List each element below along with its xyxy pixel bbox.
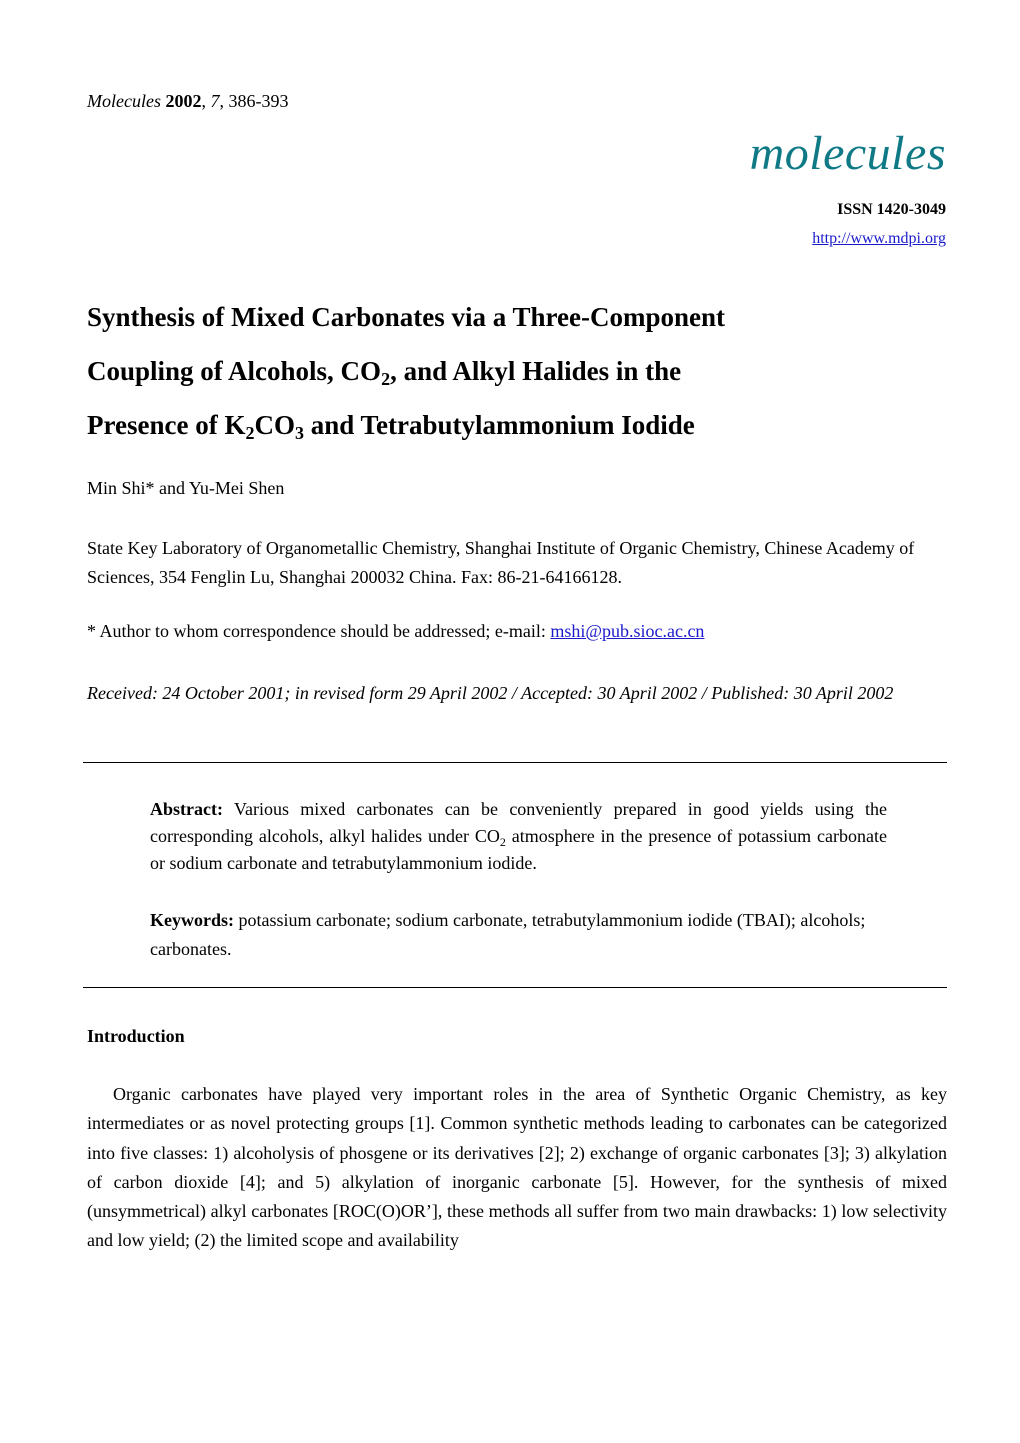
journal-volume: 7 xyxy=(210,91,220,111)
keywords-text: potassium carbonate; sodium carbonate, tetrabutylammonium iodide (TBAI); alcohols; carbonates. xyxy=(150,910,866,959)
divider-top xyxy=(83,762,947,763)
journal-year: 2002 xyxy=(165,91,202,111)
journal-name: Molecules xyxy=(87,91,161,111)
title-line-3: Presence of $K_2CO_3$ and Tetrabutylammonium Iodide xyxy=(87,410,695,443)
correspondence xyxy=(87,621,704,642)
abstract: Abstract: Various mixed carbonates can be conveniently prepared in good yields using the corresponding alcohols, alkyl halides under $CO_2$ atmosphere in the presence of potassium carbonate or sodium carbonate and tetrabutylammonium iodide. xyxy=(150,799,887,873)
journal-masthead: molecules xyxy=(749,127,946,180)
title-line-1: Synthesis of Mixed Carbonates via a Three-Component xyxy=(87,302,726,332)
section-heading-introduction: Introduction xyxy=(87,1026,185,1046)
correspondence-text: * Author to whom correspondence should be addressed; e-mail: xyxy=(87,621,551,641)
journal-pages: , 386-393 xyxy=(219,91,289,111)
keywords xyxy=(150,906,887,964)
issn: ISSN 1420-3049 xyxy=(837,201,946,218)
divider-bottom xyxy=(83,987,947,988)
keywords-label: Keywords: xyxy=(150,910,234,930)
authors: Min Shi* and Yu-Mei Shen xyxy=(87,478,285,498)
email-link[interactable]: mshi@pub.sioc.ac.cn xyxy=(550,621,705,641)
journal-url-link[interactable]: http://www.mdpi.org xyxy=(812,230,946,247)
introduction-paragraph: Organic carbonates have played very important roles in the area of Synthetic Organic Chemistry, as key intermediates or as novel protecting groups [1]. Common synthetic methods leading to carbonates can be categorized into five classes: 1) alcoholysis of phosgene or its derivatives [2]; 2) exchange of organic carbonates [3]; 3) alkylation of carbon dioxide [4]; and 5) alkylation of inorganic carbonate [5]. However, for the synthesis of mixed (unsymmetrical) alkyl carbonates [ROC(O)OR’], these methods all suffer from two main drawbacks: 1) low selectivity and low yield; (2) the limited scope and availability xyxy=(87,1084,947,1251)
publication-dates: Received: 24 October 2001; in revised form 29 April 2002 / Accepted: 30 April 2002 / Published: 30 April 2002 xyxy=(87,683,894,703)
article-title xyxy=(87,290,947,452)
title-line-2: Coupling of Alcohols, $CO_2$, and Alkyl Halides in the xyxy=(87,356,682,389)
affiliation: State Key Laboratory of Organometallic Chemistry, Shanghai Institute of Organic Chemistry, Chinese Academy of Sciences, 354 Fenglin Lu, Shanghai 200032 China. Fax: 86-21-64166128. xyxy=(87,538,915,587)
abstract-label: Abstract: xyxy=(150,799,223,819)
journal-citation: Molecules 2002, 7, 386-393 xyxy=(87,91,289,111)
